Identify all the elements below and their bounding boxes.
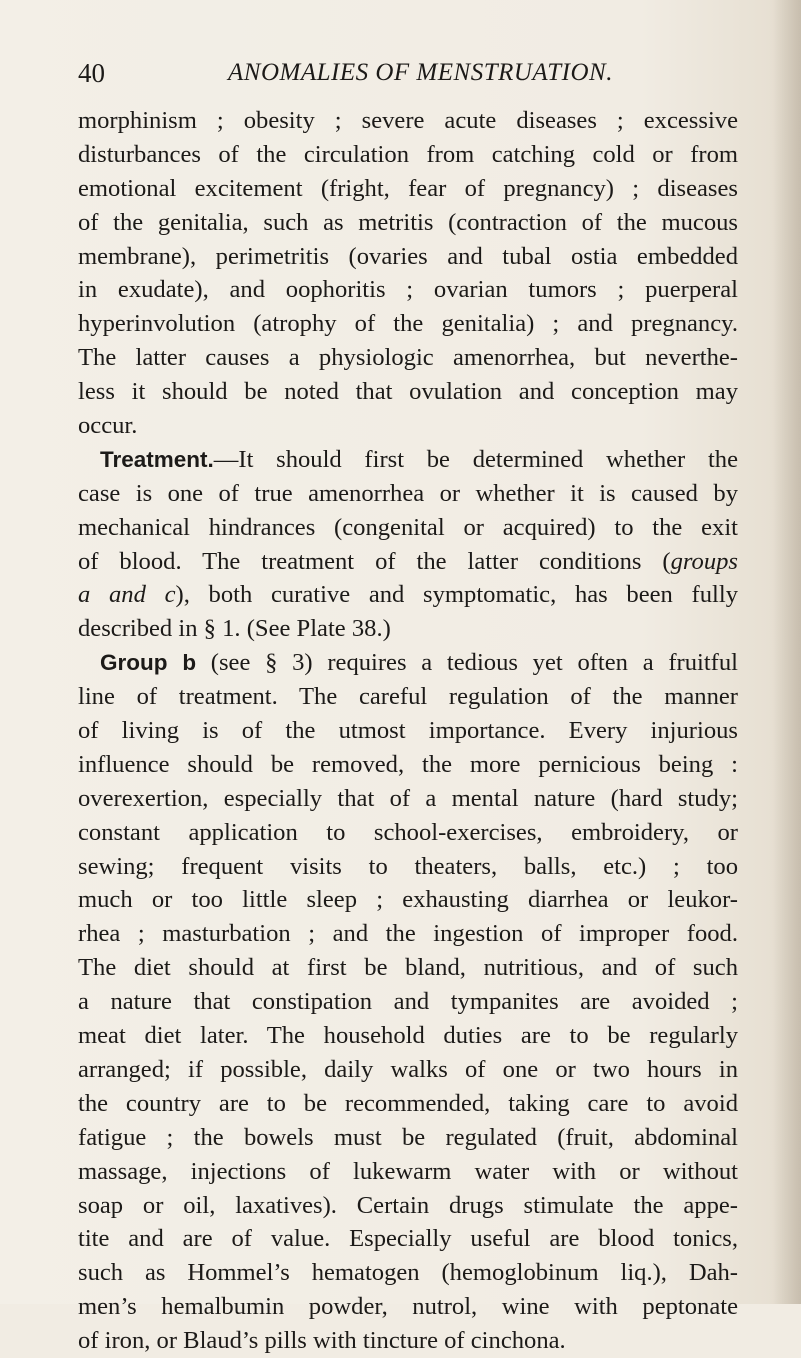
page-edge-shadow — [773, 0, 801, 1304]
italic-text-run: a and c — [78, 581, 176, 609]
text-run: —It should first be determined whether the — [213, 445, 738, 473]
text-line: tite and are of value. Especially useful are blood tonics, — [78, 1225, 738, 1253]
text-line: sewing; frequent visits to theaters, balls, etc.) ; too — [78, 852, 738, 880]
text-line: described in § 1. (See Plate 38.) — [78, 615, 391, 643]
text-line: membrane), perimetritis (ovaries and tubal ostia embedded — [78, 242, 738, 270]
text-line: line of treatment. The careful regulation of the manner — [78, 683, 738, 711]
text-line: of living is of the utmost importance. Every injurious — [78, 717, 738, 745]
text-line: men’s hemalbumin powder, nutrol, wine with peptonate — [78, 1293, 738, 1321]
text-run: of blood. The treatment of the latter conditions ( — [78, 547, 671, 575]
text-line — [78, 578, 738, 612]
text-line: disturbances of the circulation from catching cold or from — [78, 140, 738, 168]
text-line: The diet should at first be bland, nutritious, and of such — [78, 954, 738, 982]
running-title: ANOMALIES OF MENSTRUATION. — [228, 59, 613, 86]
text-line: influence should be removed, the more pernicious being : — [78, 750, 738, 778]
text-line: less it should be noted that ovulation and conception may — [78, 378, 738, 406]
body-text — [78, 104, 738, 1358]
text-line: arranged; if possible, daily walks of one or two hours in — [78, 1055, 738, 1083]
text-line: emotional excitement (fright, fear of pregnancy) ; diseases — [78, 174, 738, 202]
text-line: occur. — [78, 412, 138, 440]
text-line: case is one of true amenorrhea or whether it is caused by — [78, 479, 738, 507]
page-header — [78, 56, 738, 90]
text-line: much or too little sleep ; exhausting diarrhea or leukor- — [78, 886, 738, 914]
text-line: the country are to be recommended, taking care to avoid — [78, 1089, 738, 1117]
group-b-paragraph-first-line — [78, 646, 738, 680]
text-line: of iron, or Blaud’s pills with tincture of cinchona. — [78, 1327, 566, 1355]
text-line: mechanical hindrances (congenital or acquired) to the exit — [78, 513, 738, 541]
group-b-heading: Group b — [100, 650, 197, 676]
page-number: 40 — [78, 58, 105, 88]
text-line: massage, injections of lukewarm water with or without — [78, 1157, 738, 1185]
text-line: fatigue ; the bowels must be regulated (fruit, abdominal — [78, 1123, 738, 1151]
text-line: of the genitalia, such as metritis (contraction of the mucous — [78, 208, 738, 236]
italic-text-run: groups — [670, 547, 738, 575]
text-line: a nature that constipation and tympanites are avoided ; — [78, 988, 738, 1016]
text-line: The latter causes a physiologic amenorrhea, but neverthe- — [78, 344, 738, 372]
text-run: (see § 3) requires a tedious yet often a fruitful — [196, 649, 738, 677]
treatment-heading: Treatment. — [100, 446, 214, 472]
text-line: hyperinvolution (atrophy of the genitalia) ; and pregnancy. — [78, 310, 738, 338]
text-line: meat diet later. The household duties are to be regularly — [78, 1022, 738, 1050]
text-line: morphinism ; obesity ; severe acute diseases ; excessive — [78, 107, 738, 134]
text-line: overexertion, especially that of a mental nature (hard study; — [78, 784, 738, 812]
text-run: ), both curative and symptomatic, has been fully — [175, 581, 738, 609]
text-line: soap or oil, laxatives). Certain drugs stimulate the appe- — [78, 1191, 738, 1219]
text-line: constant application to school-exercises, embroidery, or — [78, 818, 738, 846]
text-line: such as Hommel’s hematogen (hemoglobinum liq.), Dah- — [78, 1259, 738, 1287]
treatment-paragraph-first-line — [78, 443, 738, 477]
text-line: rhea ; masturbation ; and the ingestion of improper food. — [78, 920, 738, 948]
text-line: in exudate), and oophoritis ; ovarian tumors ; puerperal — [78, 276, 738, 304]
text-line — [78, 545, 738, 579]
